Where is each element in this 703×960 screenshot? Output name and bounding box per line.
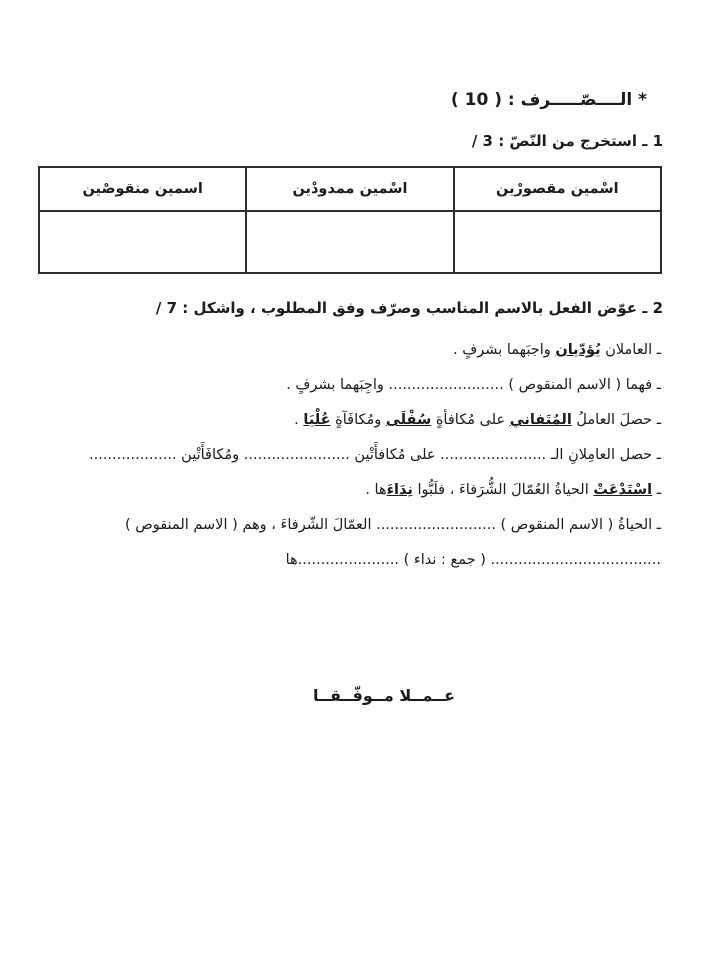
line-text: ـ حصلَ العاملُ bbox=[571, 412, 661, 428]
closing-note: عــمــلا مــوفّــقــا bbox=[313, 686, 455, 705]
underlined-word: عُلْيَا bbox=[303, 412, 331, 428]
line-text: ..................................... ( جمع : نداء ) ......................ها bbox=[285, 552, 661, 568]
exercise-line-6 bbox=[20, 515, 661, 536]
line-text: ها . bbox=[365, 482, 387, 498]
exercise-line-4 bbox=[20, 445, 661, 466]
extraction-table bbox=[38, 166, 662, 274]
table-header-row bbox=[39, 167, 661, 211]
line-text: ـ العاملان bbox=[600, 342, 661, 358]
underlined-word: اسْتَدْعَتْ bbox=[593, 482, 653, 498]
question2-label: 2 ـ عوّض الفعل بالاسم المناسب وصرّف وفق المطلوب ، واشكل : 7 / bbox=[155, 299, 663, 317]
line-text: على مُكافأةٍ bbox=[431, 412, 510, 428]
line-text: ـ الحياةُ ( الاسم المنقوص ) .......................... العمّالَ الشّرفاءَ ، وهم ( الاسم المنقوص ) bbox=[124, 517, 661, 533]
question1-label: 1 ـ استخرج من النّصّ : 3 / bbox=[471, 132, 663, 150]
answer-cell-manqus bbox=[39, 211, 246, 273]
underlined-word: سُفْلَى bbox=[385, 412, 432, 428]
table-header-mamdud: اسْمين ممدودْين bbox=[246, 167, 453, 211]
line-text: الحياةُ العُمّالَ الشُّرَفاءَ ، فلَبُّوا bbox=[412, 482, 594, 498]
table-header-manqus: اسمين منقوصْين bbox=[39, 167, 246, 211]
line-text: . bbox=[294, 412, 304, 428]
exercise-line-3 bbox=[20, 410, 661, 431]
exercise-line-2 bbox=[20, 375, 661, 396]
exercise-line-5 bbox=[20, 480, 661, 501]
underlined-word: نِدَاءَ bbox=[386, 482, 413, 498]
table-answer-row bbox=[39, 211, 661, 273]
underlined-word: يُؤدّيان bbox=[555, 342, 601, 358]
exercise-line-7 bbox=[20, 550, 661, 571]
line-text: ومُكافَآةٍ bbox=[330, 412, 386, 428]
answer-cell-mamdud bbox=[246, 211, 453, 273]
underlined-word: المُتَفاني bbox=[509, 412, 572, 428]
section-title: * الــــصّـــــرف : ( 10 ) bbox=[450, 90, 647, 110]
line-text: ـ bbox=[652, 482, 661, 498]
line-text: ـ حصل العامِلانِ الـ ....................... على مُكافأَتْين ....................... ومُكافَأَتْين ................... bbox=[89, 447, 661, 463]
table-header-maqsur: اسْمين مقصورْين bbox=[454, 167, 661, 211]
line-text: واجبَهما بشرفٍ . bbox=[453, 342, 556, 358]
exercise-line-1 bbox=[20, 340, 661, 361]
exercise-lines bbox=[20, 340, 661, 585]
line-text: ـ فهما ( الاسم المنقوص ) ......................... واجِبَهما بشرفٍ . bbox=[286, 377, 661, 393]
answer-cell-maqsur bbox=[454, 211, 661, 273]
